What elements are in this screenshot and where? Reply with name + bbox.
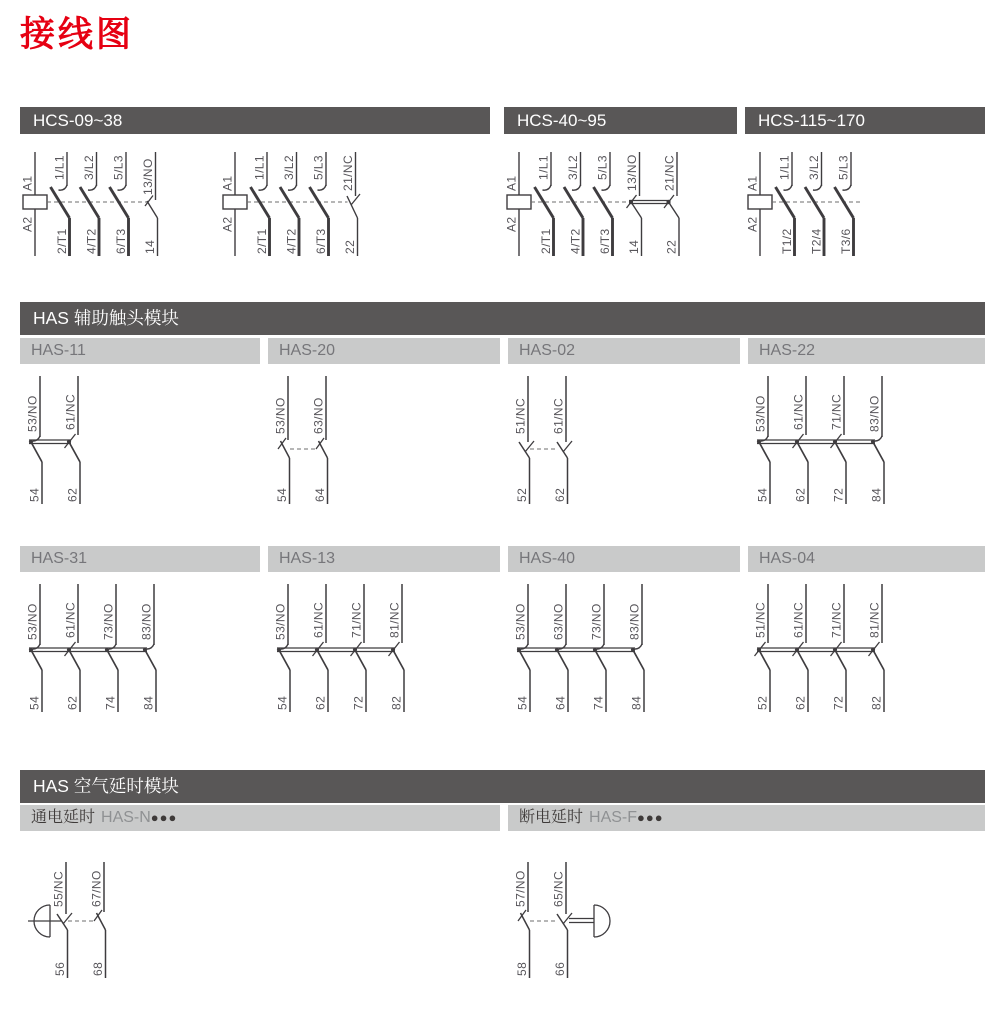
svg-text:62: 62 <box>65 695 80 710</box>
wiring-diagram-has-04 <box>748 582 985 714</box>
svg-text:74: 74 <box>591 695 606 710</box>
svg-text:5/L3: 5/L3 <box>595 155 610 180</box>
svg-text:71/NC: 71/NC <box>349 601 364 638</box>
wiring-diagram-has-11 <box>20 374 260 506</box>
svg-text:22: 22 <box>342 239 357 254</box>
svg-text:53/NO: 53/NO <box>273 397 288 434</box>
section-header-has-aux: HAS 辅助触头模块 <box>20 302 985 335</box>
svg-text:81/NC: 81/NC <box>867 601 882 638</box>
svg-text:6/T3: 6/T3 <box>598 228 612 254</box>
page <box>20 14 985 982</box>
svg-text:71/NC: 71/NC <box>829 601 844 638</box>
on-delay-model: HAS-N <box>101 809 151 826</box>
off-delay-dots: ●●● <box>637 810 664 825</box>
wiring-diagram-has-31 <box>20 582 260 714</box>
svg-text:66: 66 <box>553 961 567 976</box>
wiring-diagram-has-40 <box>508 582 740 714</box>
svg-text:61/NC: 61/NC <box>311 601 326 638</box>
page-title: 接线图 <box>20 15 135 54</box>
svg-text:54: 54 <box>275 487 289 502</box>
svg-text:58: 58 <box>515 961 529 976</box>
svg-text:5/L3: 5/L3 <box>836 155 851 180</box>
svg-text:53/NO: 53/NO <box>753 395 768 432</box>
module-header-has-40: HAS-40 <box>508 546 740 572</box>
svg-text:53/NO: 53/NO <box>513 603 528 640</box>
svg-text:A1: A1 <box>20 175 35 191</box>
svg-text:72: 72 <box>831 695 846 710</box>
svg-text:54: 54 <box>27 695 42 710</box>
module-header-has-20: HAS-20 <box>268 338 500 364</box>
svg-text:62: 62 <box>793 487 808 502</box>
svg-text:74: 74 <box>103 695 118 710</box>
svg-text:5/L3: 5/L3 <box>311 155 325 180</box>
on-delay-dots: ●●● <box>150 810 178 825</box>
section-header-hcs-40-95: HCS-40~95 <box>504 107 737 134</box>
has-delay-diagram-row <box>20 860 985 982</box>
svg-text:A1: A1 <box>745 175 760 191</box>
off-delay-label: 断电延时 <box>519 809 584 826</box>
wiring-diagram-has-n <box>20 860 500 982</box>
wiring-diagram-hcs-40-95 <box>504 150 695 262</box>
svg-text:2/T1: 2/T1 <box>539 228 553 254</box>
svg-text:72: 72 <box>831 487 846 502</box>
svg-text:1/L1: 1/L1 <box>52 155 67 180</box>
section-header-hcs-09-38: HCS-09~38 <box>20 107 490 134</box>
svg-text:6/T3: 6/T3 <box>114 228 128 254</box>
section-header-has-delay: HAS 空气延时模块 <box>20 770 985 803</box>
svg-text:57/NO: 57/NO <box>513 870 528 907</box>
svg-text:73/NO: 73/NO <box>589 603 604 640</box>
section-header-hcs-115-170: HCS-115~170 <box>745 107 985 134</box>
svg-text:13/NO: 13/NO <box>141 158 155 195</box>
svg-text:1/L1: 1/L1 <box>777 155 792 180</box>
hcs-diagram-row <box>20 150 985 267</box>
module-header-has-22: HAS-22 <box>748 338 985 364</box>
has-aux-diagram-row-2 <box>20 582 985 714</box>
svg-text:64: 64 <box>313 487 327 502</box>
has-aux-header-row-2 <box>20 546 985 572</box>
svg-text:3/L2: 3/L2 <box>807 155 821 180</box>
svg-text:T1/2: T1/2 <box>780 228 794 254</box>
svg-text:54: 54 <box>515 695 530 710</box>
svg-text:A2: A2 <box>745 216 760 232</box>
svg-text:72: 72 <box>351 695 366 710</box>
svg-text:A2: A2 <box>20 216 35 232</box>
svg-text:55/NC: 55/NC <box>51 870 66 907</box>
wiring-diagram-hcs-09-38-nc <box>220 150 374 267</box>
svg-text:3/L2: 3/L2 <box>281 155 296 180</box>
module-header-has-n <box>20 805 500 831</box>
hcs-header-row <box>20 107 985 134</box>
svg-text:62: 62 <box>313 695 328 710</box>
module-header-has-02: HAS-02 <box>508 338 740 364</box>
wiring-diagram-has-f <box>508 860 985 982</box>
has-aux-diagram-row-1 <box>20 374 985 506</box>
svg-text:51/NC: 51/NC <box>513 397 528 434</box>
svg-text:13/NO: 13/NO <box>625 154 639 191</box>
svg-text:54: 54 <box>27 487 42 502</box>
svg-text:71/NC: 71/NC <box>829 393 844 430</box>
wiring-diagram-hcs-115-170 <box>745 150 869 262</box>
svg-text:53/NO: 53/NO <box>25 395 40 432</box>
svg-text:2/T1: 2/T1 <box>55 228 69 254</box>
svg-text:61/NC: 61/NC <box>791 393 806 430</box>
svg-text:5/L3: 5/L3 <box>111 155 126 180</box>
svg-text:83/NO: 83/NO <box>627 603 642 640</box>
svg-text:52: 52 <box>755 695 770 710</box>
svg-text:53/NO: 53/NO <box>273 603 288 640</box>
svg-text:73/NO: 73/NO <box>101 603 116 640</box>
svg-text:61/NC: 61/NC <box>551 397 566 434</box>
svg-text:3/L2: 3/L2 <box>82 155 96 180</box>
svg-text:A1: A1 <box>220 175 234 191</box>
svg-text:51/NC: 51/NC <box>753 601 768 638</box>
wiring-diagram-has-13 <box>268 582 500 714</box>
on-delay-label: 通电延时 <box>31 809 96 826</box>
svg-text:4/T2: 4/T2 <box>84 228 99 254</box>
svg-text:82: 82 <box>869 695 884 710</box>
svg-text:67/NO: 67/NO <box>89 870 104 907</box>
svg-text:61/NC: 61/NC <box>63 601 78 638</box>
module-header-has-04: HAS-04 <box>748 546 985 572</box>
svg-text:4/T2: 4/T2 <box>284 228 298 254</box>
svg-text:83/NO: 83/NO <box>139 603 154 640</box>
svg-text:65/NC: 65/NC <box>551 870 566 907</box>
svg-text:6/T3: 6/T3 <box>313 228 328 254</box>
svg-text:A2: A2 <box>220 216 234 232</box>
wiring-diagram-has-22 <box>748 374 985 506</box>
module-header-has-13: HAS-13 <box>268 546 500 572</box>
svg-text:53/NO: 53/NO <box>25 603 40 640</box>
svg-text:61/NC: 61/NC <box>791 601 806 638</box>
module-header-has-f <box>508 805 985 831</box>
svg-text:61/NC: 61/NC <box>63 393 78 430</box>
svg-text:1/L1: 1/L1 <box>536 155 551 180</box>
svg-text:81/NC: 81/NC <box>387 601 402 638</box>
svg-text:84: 84 <box>629 695 644 710</box>
wiring-diagram-hcs-09-38-no <box>20 150 174 267</box>
svg-text:14: 14 <box>627 239 641 254</box>
svg-text:62: 62 <box>65 487 80 502</box>
wiring-diagram-has-20 <box>268 374 500 506</box>
wiring-diagram-has-02 <box>508 374 740 506</box>
svg-text:1/L1: 1/L1 <box>252 155 266 180</box>
svg-text:54: 54 <box>275 695 290 710</box>
svg-text:56: 56 <box>53 961 67 976</box>
svg-text:T3/6: T3/6 <box>839 228 853 254</box>
svg-text:A2: A2 <box>504 216 519 232</box>
svg-text:63/NO: 63/NO <box>311 397 326 434</box>
svg-text:63/NO: 63/NO <box>551 603 566 640</box>
svg-text:84: 84 <box>869 487 884 502</box>
svg-text:2/T1: 2/T1 <box>254 228 269 254</box>
svg-text:52: 52 <box>515 487 529 502</box>
svg-text:82: 82 <box>389 695 404 710</box>
svg-text:14: 14 <box>143 239 157 254</box>
svg-text:21/NC: 21/NC <box>340 154 355 191</box>
off-delay-model: HAS-F <box>589 809 638 826</box>
has-aux-header-row-1 <box>20 338 985 364</box>
has-delay-header-row <box>20 805 985 831</box>
svg-text:83/NO: 83/NO <box>867 395 882 432</box>
svg-text:21/NC: 21/NC <box>662 154 677 191</box>
svg-text:22: 22 <box>664 239 679 254</box>
module-header-has-31: HAS-31 <box>20 546 260 572</box>
svg-text:62: 62 <box>793 695 808 710</box>
svg-text:62: 62 <box>553 487 567 502</box>
svg-text:54: 54 <box>755 487 770 502</box>
svg-text:64: 64 <box>553 695 568 710</box>
svg-text:A1: A1 <box>504 175 519 191</box>
svg-text:3/L2: 3/L2 <box>566 155 580 180</box>
svg-text:84: 84 <box>141 695 156 710</box>
svg-text:68: 68 <box>91 961 105 976</box>
svg-text:T2/4: T2/4 <box>809 228 824 254</box>
module-header-has-11: HAS-11 <box>20 338 260 364</box>
svg-text:4/T2: 4/T2 <box>568 228 583 254</box>
